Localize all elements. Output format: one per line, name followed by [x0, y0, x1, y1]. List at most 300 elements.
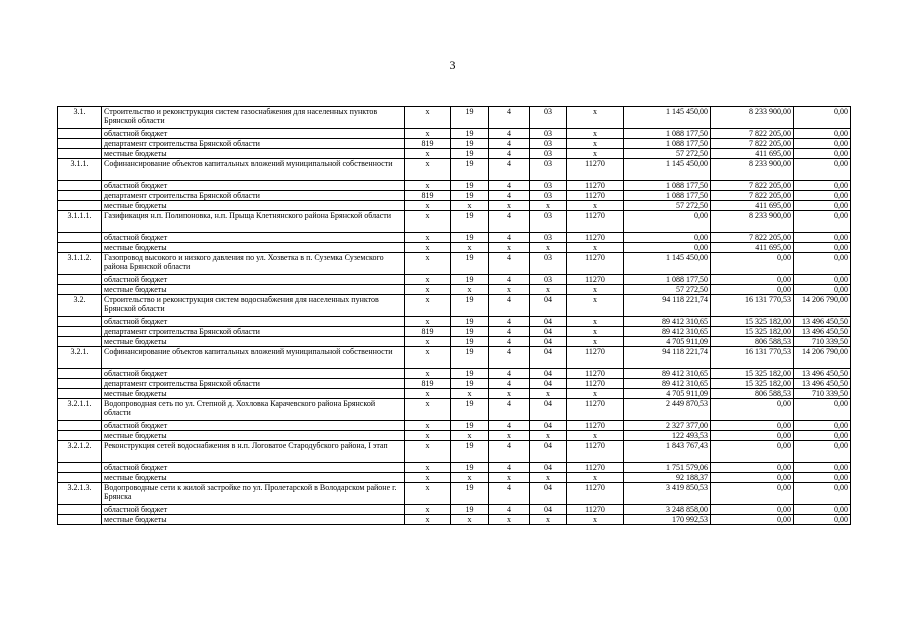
cell-grbs: x [405, 181, 451, 191]
cell-amount-2: 16 131 770,53 [711, 347, 794, 369]
cell-amount-3: 13 496 450,50 [794, 369, 851, 379]
cell-amount-1: 0,00 [624, 243, 711, 253]
cell-amount-3: 0,00 [794, 201, 851, 211]
cell-amount-3: 0,00 [794, 441, 851, 463]
cell-program: x [451, 389, 489, 399]
cell-amount-2: 0,00 [711, 483, 794, 505]
cell-direction: x [567, 129, 624, 139]
cell-program: 19 [451, 317, 489, 327]
cell-direction: 11270 [567, 211, 624, 233]
cell-event: 03 [530, 191, 567, 201]
table-row-item [58, 107, 851, 129]
cell-subprogram: 4 [489, 253, 530, 275]
cell-amount-3: 0,00 [794, 399, 851, 421]
cell-amount-2: 0,00 [711, 253, 794, 275]
cell-subprogram: 4 [489, 327, 530, 337]
cell-amount-1: 89 412 310,65 [624, 317, 711, 327]
cell-subprogram: x [489, 431, 530, 441]
row-name: областной бюджет [102, 421, 405, 431]
cell-event: 03 [530, 233, 567, 243]
cell-event: 03 [530, 253, 567, 275]
cell-amount-2: 8 233 900,00 [711, 107, 794, 129]
row-name: Строительство и реконструкция систем газоснабжения для населенных пунктов Брянской области [102, 107, 405, 129]
cell-program: x [451, 431, 489, 441]
cell-amount-3: 0,00 [794, 483, 851, 505]
cell-amount-1: 1 145 450,00 [624, 253, 711, 275]
cell-event: x [530, 243, 567, 253]
cell-event: 03 [530, 211, 567, 233]
cell-direction: 11270 [567, 369, 624, 379]
row-code [58, 201, 102, 211]
cell-amount-3: 0,00 [794, 129, 851, 139]
row-code [58, 243, 102, 253]
row-code [58, 181, 102, 191]
cell-subprogram: 4 [489, 191, 530, 201]
row-name: местные бюджеты [102, 515, 405, 525]
row-name: департамент строительства Брянской области [102, 379, 405, 389]
cell-subprogram: 4 [489, 211, 530, 233]
cell-direction: x [567, 107, 624, 129]
cell-program: 19 [451, 337, 489, 347]
cell-grbs: x [405, 253, 451, 275]
cell-amount-2: 15 325 182,00 [711, 317, 794, 327]
row-code [58, 463, 102, 473]
page-number: 3 [449, 58, 456, 72]
cell-grbs: x [405, 463, 451, 473]
cell-amount-3: 13 496 450,50 [794, 317, 851, 327]
cell-grbs: x [405, 243, 451, 253]
cell-amount-3: 0,00 [794, 473, 851, 483]
cell-program: x [451, 285, 489, 295]
cell-amount-2: 7 822 205,00 [711, 181, 794, 191]
cell-amount-3: 0,00 [794, 431, 851, 441]
cell-direction: 11270 [567, 399, 624, 421]
budget-table [57, 106, 851, 525]
cell-subprogram: 4 [489, 107, 530, 129]
cell-subprogram: x [489, 515, 530, 525]
row-name: местные бюджеты [102, 285, 405, 295]
cell-amount-1: 0,00 [624, 211, 711, 233]
row-code [58, 431, 102, 441]
cell-direction: 11270 [567, 159, 624, 181]
table-row-budget [58, 327, 851, 337]
row-code [58, 317, 102, 327]
cell-amount-1: 57 272,50 [624, 285, 711, 295]
cell-amount-1: 122 493,53 [624, 431, 711, 441]
cell-amount-3: 0,00 [794, 253, 851, 275]
cell-amount-2: 0,00 [711, 421, 794, 431]
row-name: Софинансирование объектов капитальных вложений муниципальной собственности [102, 159, 405, 181]
cell-amount-2: 15 325 182,00 [711, 379, 794, 389]
row-name: областной бюджет [102, 275, 405, 285]
cell-amount-2: 411 695,00 [711, 201, 794, 211]
cell-subprogram: 4 [489, 149, 530, 159]
cell-amount-3: 0,00 [794, 505, 851, 515]
cell-amount-3: 0,00 [794, 463, 851, 473]
cell-program: 19 [451, 139, 489, 149]
row-name: Строительство и реконструкция систем водоснабжения для населенных пунктов Брянской области [102, 295, 405, 317]
cell-program: 19 [451, 379, 489, 389]
table-row-item [58, 441, 851, 463]
cell-amount-1: 2 327 377,00 [624, 421, 711, 431]
cell-subprogram: 4 [489, 233, 530, 243]
cell-amount-2: 7 822 205,00 [711, 139, 794, 149]
cell-grbs: x [405, 473, 451, 483]
cell-amount-1: 1 088 177,50 [624, 139, 711, 149]
cell-direction: 11270 [567, 181, 624, 191]
cell-direction: x [567, 149, 624, 159]
cell-direction: 11270 [567, 191, 624, 201]
cell-direction: x [567, 139, 624, 149]
cell-grbs: 819 [405, 139, 451, 149]
cell-direction: x [567, 337, 624, 347]
cell-event: 04 [530, 317, 567, 327]
table-row-item [58, 295, 851, 317]
table-row-item [58, 159, 851, 181]
cell-amount-1: 1 843 767,43 [624, 441, 711, 463]
cell-subprogram: x [489, 389, 530, 399]
cell-amount-3: 13 496 450,50 [794, 379, 851, 389]
cell-amount-1: 89 412 310,65 [624, 369, 711, 379]
cell-event: 03 [530, 107, 567, 129]
cell-event: 03 [530, 139, 567, 149]
cell-program: 19 [451, 149, 489, 159]
cell-amount-1: 3 419 850,53 [624, 483, 711, 505]
cell-amount-2: 0,00 [711, 275, 794, 285]
cell-amount-2: 0,00 [711, 505, 794, 515]
cell-direction: x [567, 317, 624, 327]
cell-event: 04 [530, 441, 567, 463]
cell-grbs: x [405, 149, 451, 159]
table-row-item [58, 211, 851, 233]
row-name: департамент строительства Брянской области [102, 191, 405, 201]
cell-amount-2: 8 233 900,00 [711, 159, 794, 181]
cell-amount-3: 0,00 [794, 421, 851, 431]
row-code [58, 473, 102, 483]
cell-subprogram: 4 [489, 421, 530, 431]
cell-amount-1: 4 705 911,09 [624, 337, 711, 347]
cell-amount-3: 0,00 [794, 515, 851, 525]
cell-subprogram: 4 [489, 181, 530, 191]
cell-amount-2: 806 588,53 [711, 389, 794, 399]
row-code [58, 389, 102, 399]
cell-subprogram: 4 [489, 463, 530, 473]
row-code [58, 369, 102, 379]
cell-program: 19 [451, 107, 489, 129]
row-name: местные бюджеты [102, 243, 405, 253]
cell-grbs: x [405, 201, 451, 211]
cell-grbs: x [405, 505, 451, 515]
table-row-budget [58, 149, 851, 159]
row-name: Водопроводная сеть по ул. Степной д. Хохловка Карачевского района Брянской области [102, 399, 405, 421]
cell-amount-3: 0,00 [794, 211, 851, 233]
row-code [58, 233, 102, 243]
cell-grbs: x [405, 399, 451, 421]
cell-amount-3: 0,00 [794, 107, 851, 129]
cell-event: 04 [530, 295, 567, 317]
cell-grbs: x [405, 317, 451, 327]
cell-amount-2: 7 822 205,00 [711, 129, 794, 139]
cell-direction: 11270 [567, 463, 624, 473]
cell-program: x [451, 515, 489, 525]
table-row-item [58, 347, 851, 369]
cell-event: 04 [530, 399, 567, 421]
cell-amount-2: 8 233 900,00 [711, 211, 794, 233]
cell-subprogram: 4 [489, 483, 530, 505]
row-name: местные бюджеты [102, 149, 405, 159]
row-code [58, 379, 102, 389]
cell-direction: 11270 [567, 421, 624, 431]
row-code: 3.1.1. [58, 159, 102, 181]
cell-amount-3: 14 206 790,00 [794, 347, 851, 369]
cell-event: x [530, 285, 567, 295]
cell-subprogram: 4 [489, 369, 530, 379]
cell-amount-3: 0,00 [794, 233, 851, 243]
row-code: 3.2.1.2. [58, 441, 102, 463]
cell-subprogram: 4 [489, 139, 530, 149]
cell-program: 19 [451, 129, 489, 139]
cell-program: 19 [451, 505, 489, 515]
row-code [58, 337, 102, 347]
cell-event: 04 [530, 327, 567, 337]
row-code: 3.1. [58, 107, 102, 129]
cell-grbs: x [405, 295, 451, 317]
cell-subprogram: 4 [489, 399, 530, 421]
table-row-budget [58, 139, 851, 149]
cell-subprogram: x [489, 285, 530, 295]
cell-amount-1: 1 145 450,00 [624, 107, 711, 129]
cell-amount-1: 2 449 870,53 [624, 399, 711, 421]
row-code: 3.2. [58, 295, 102, 317]
cell-amount-1: 89 412 310,65 [624, 327, 711, 337]
table-body [58, 107, 851, 525]
cell-amount-2: 411 695,00 [711, 149, 794, 159]
cell-event: x [530, 389, 567, 399]
table-row-budget [58, 317, 851, 327]
cell-program: 19 [451, 399, 489, 421]
row-code [58, 515, 102, 525]
table-row-budget [58, 369, 851, 379]
cell-event: 03 [530, 159, 567, 181]
cell-direction: 11270 [567, 441, 624, 463]
row-code [58, 285, 102, 295]
cell-program: 19 [451, 463, 489, 473]
row-name: областной бюджет [102, 181, 405, 191]
row-name: областной бюджет [102, 463, 405, 473]
cell-amount-2: 0,00 [711, 515, 794, 525]
cell-subprogram: 4 [489, 295, 530, 317]
cell-amount-1: 57 272,50 [624, 201, 711, 211]
cell-amount-2: 411 695,00 [711, 243, 794, 253]
cell-amount-1: 94 118 221,74 [624, 295, 711, 317]
cell-amount-3: 13 496 450,50 [794, 327, 851, 337]
cell-program: x [451, 201, 489, 211]
cell-direction: x [567, 389, 624, 399]
row-code [58, 191, 102, 201]
cell-event: 04 [530, 379, 567, 389]
cell-grbs: x [405, 129, 451, 139]
row-name: областной бюджет [102, 129, 405, 139]
cell-grbs: 819 [405, 327, 451, 337]
cell-amount-1: 1 088 177,50 [624, 181, 711, 191]
row-code: 3.1.1.1. [58, 211, 102, 233]
cell-event: x [530, 201, 567, 211]
cell-amount-1: 1 088 177,50 [624, 275, 711, 285]
row-code [58, 139, 102, 149]
cell-program: 19 [451, 275, 489, 285]
cell-event: 04 [530, 369, 567, 379]
cell-amount-2: 16 131 770,53 [711, 295, 794, 317]
cell-grbs: x [405, 233, 451, 243]
cell-program: 19 [451, 253, 489, 275]
cell-subprogram: 4 [489, 275, 530, 285]
cell-grbs: 819 [405, 379, 451, 389]
row-name: местные бюджеты [102, 473, 405, 483]
cell-subprogram: x [489, 201, 530, 211]
cell-direction: x [567, 295, 624, 317]
cell-amount-3: 0,00 [794, 285, 851, 295]
row-code [58, 327, 102, 337]
cell-grbs: x [405, 347, 451, 369]
cell-amount-2: 0,00 [711, 463, 794, 473]
cell-program: 19 [451, 181, 489, 191]
cell-amount-3: 0,00 [794, 181, 851, 191]
cell-subprogram: 4 [489, 347, 530, 369]
cell-grbs: x [405, 159, 451, 181]
cell-amount-2: 0,00 [711, 399, 794, 421]
cell-grbs: x [405, 421, 451, 431]
cell-amount-2: 0,00 [711, 431, 794, 441]
table-row-budget [58, 389, 851, 399]
cell-subprogram: 4 [489, 159, 530, 181]
cell-direction: x [567, 431, 624, 441]
row-code: 3.2.1.3. [58, 483, 102, 505]
row-code: 3.1.1.2. [58, 253, 102, 275]
row-code [58, 505, 102, 515]
cell-amount-1: 170 992,53 [624, 515, 711, 525]
table-row-budget [58, 431, 851, 441]
cell-grbs: x [405, 483, 451, 505]
table-row-budget [58, 463, 851, 473]
row-name: областной бюджет [102, 369, 405, 379]
table-row-budget [58, 379, 851, 389]
row-name: департамент строительства Брянской области [102, 139, 405, 149]
cell-direction: 11270 [567, 275, 624, 285]
row-name: Газификация н.п. Полипоновка, н.п. Прыща Клетнянского района Брянской области [102, 211, 405, 233]
cell-program: 19 [451, 441, 489, 463]
cell-direction: 11270 [567, 483, 624, 505]
cell-program: x [451, 243, 489, 253]
cell-direction: x [567, 285, 624, 295]
cell-program: 19 [451, 369, 489, 379]
row-code [58, 149, 102, 159]
cell-direction: 11270 [567, 505, 624, 515]
table-row-budget [58, 337, 851, 347]
row-name: местные бюджеты [102, 431, 405, 441]
cell-amount-2: 15 325 182,00 [711, 327, 794, 337]
cell-amount-1: 94 118 221,74 [624, 347, 711, 369]
table-row-item [58, 253, 851, 275]
cell-amount-1: 1 145 450,00 [624, 159, 711, 181]
cell-program: 19 [451, 191, 489, 201]
table-row-budget [58, 285, 851, 295]
row-name: областной бюджет [102, 505, 405, 515]
row-code: 3.2.1.1. [58, 399, 102, 421]
cell-amount-3: 0,00 [794, 275, 851, 285]
cell-amount-3: 710 339,50 [794, 337, 851, 347]
cell-event: 04 [530, 463, 567, 473]
row-code [58, 129, 102, 139]
cell-program: 19 [451, 159, 489, 181]
table-row-budget [58, 473, 851, 483]
table-row-budget [58, 515, 851, 525]
table-row-budget [58, 243, 851, 253]
row-code [58, 275, 102, 285]
cell-amount-3: 710 339,50 [794, 389, 851, 399]
cell-direction: 11270 [567, 379, 624, 389]
cell-event: 04 [530, 421, 567, 431]
row-name: Водопроводные сети к жилой застройке по ул. Пролетарской в Володарском районе г. Брянска [102, 483, 405, 505]
cell-program: 19 [451, 295, 489, 317]
cell-program: 19 [451, 211, 489, 233]
table-row-budget [58, 191, 851, 201]
row-name: Газопровод высокого и низкого давления по ул. Хозветка в п. Суземка Суземского района Брянской области [102, 253, 405, 275]
cell-amount-1: 89 412 310,65 [624, 379, 711, 389]
cell-amount-1: 1 088 177,50 [624, 129, 711, 139]
table-row-budget [58, 181, 851, 191]
cell-subprogram: x [489, 243, 530, 253]
row-name: местные бюджеты [102, 389, 405, 399]
row-code [58, 421, 102, 431]
cell-amount-1: 0,00 [624, 233, 711, 243]
cell-subprogram: 4 [489, 337, 530, 347]
cell-subprogram: 4 [489, 379, 530, 389]
cell-amount-2: 806 588,53 [711, 337, 794, 347]
cell-amount-3: 0,00 [794, 243, 851, 253]
cell-event: 04 [530, 347, 567, 369]
cell-grbs: x [405, 337, 451, 347]
cell-direction: 11270 [567, 253, 624, 275]
cell-amount-2: 0,00 [711, 473, 794, 483]
row-name: Софинансирование объектов капитальных вложений муниципальной собственности [102, 347, 405, 369]
cell-direction: x [567, 327, 624, 337]
cell-event: 04 [530, 337, 567, 347]
row-name: областной бюджет [102, 317, 405, 327]
cell-amount-2: 7 822 205,00 [711, 191, 794, 201]
cell-amount-2: 0,00 [711, 285, 794, 295]
cell-direction: x [567, 243, 624, 253]
cell-event: x [530, 473, 567, 483]
cell-amount-3: 14 206 790,00 [794, 295, 851, 317]
table-row-budget [58, 201, 851, 211]
row-name: департамент строительства Брянской области [102, 327, 405, 337]
table-row-budget [58, 505, 851, 515]
cell-amount-1: 1 088 177,50 [624, 191, 711, 201]
cell-event: 03 [530, 275, 567, 285]
cell-program: 19 [451, 233, 489, 243]
cell-event: 04 [530, 505, 567, 515]
row-name: местные бюджеты [102, 201, 405, 211]
cell-grbs: 819 [405, 191, 451, 201]
cell-grbs: x [405, 107, 451, 129]
cell-grbs: x [405, 275, 451, 285]
cell-direction: x [567, 473, 624, 483]
cell-amount-3: 0,00 [794, 149, 851, 159]
cell-amount-1: 92 188,37 [624, 473, 711, 483]
cell-event: x [530, 515, 567, 525]
cell-subprogram: x [489, 473, 530, 483]
cell-subprogram: 4 [489, 317, 530, 327]
